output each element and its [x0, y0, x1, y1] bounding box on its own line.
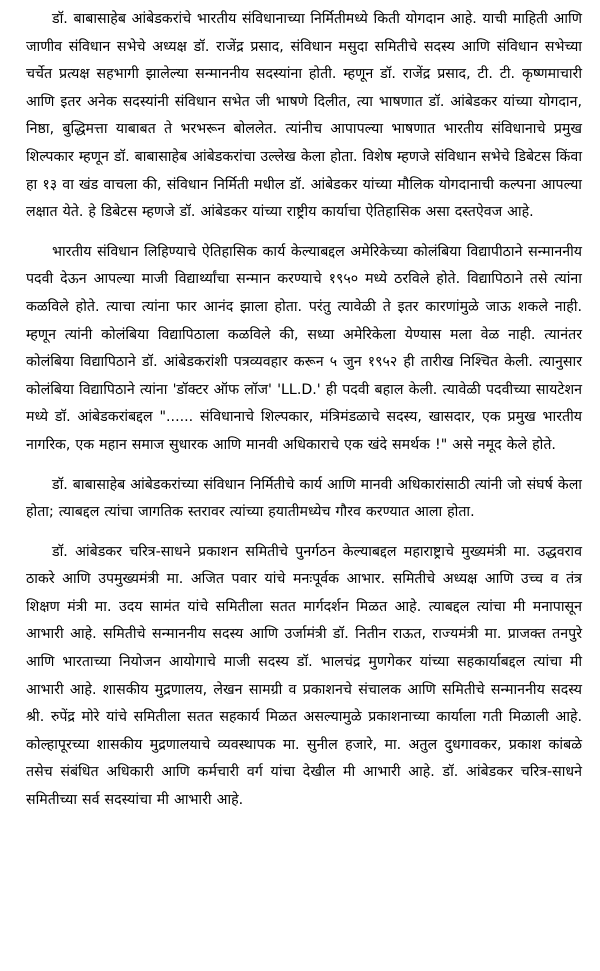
paragraph-columbia-honorary-degree: भारतीय संविधान लिहिण्याचे ऐतिहासिक कार्य केल्याबद्दल अमेरिकेच्या कोलंबिया विद्यापीठाने सन्माननीय पदवी देऊन आपल्या माजी विद्यार्थ्यांचा सन्मान करण्याचे १९५० मध्ये ठरविले होते. विद्यापिठाने तसे त्यांना कळविले होते. त्याचा त्यांना फार आनंद झाला होता. परंतु त्यावेळी ते इतर कारणांमुळे जाऊ शकले नाही. म्हणून त्यांनी कोलंबिया विद्यापिठाला कळविले की, सध्या अमेरिकेला येण्यास मला वेळ नाही. त्यानंतर कोलंबिया विद्यापिठाने डॉ. आंबेडकरांशी पत्रव्यवहार करून ५ जुन १९५२ ही तारीख निश्चित केली. त्यानुसार कोलंबिया विद्यापिठाने त्यांना 'डॉक्टर ऑफ लॉज' 'LL.D.' ही पदवी बहाल केली. त्यावेळी पदवीच्या सायटेशन मध्ये डॉ. आंबेडकरांबद्दल "...... संविधानाचे शिल्पकार, मंत्रिमंडळाचे सदस्य, खासदार, एक प्रमुख भारतीय नागरिक, एक महान समाज सुधारक आणि मानवी अधिकाराचे एक खंदे समर्थक !" असे नमूद केले होते. [26, 243, 582, 453]
paragraph-constitution-contribution: डॉ. बाबासाहेब आंबेडकरांचे भारतीय संविधानाच्या निर्मितीमध्ये किती योगदान आहे. याची माहिती आणि जाणीव संविधान सभेचे अध्यक्ष डॉ. राजेंद्र प्रसाद, संविधान मसुदा समितीचे सदस्य आणि संविधान सभेच्या चर्चेत प्रत्यक्ष सहभागी झालेल्या सन्माननीय सदस्यांना होती. म्हणून डॉ. राजेंद्र प्रसाद, टी. टी. कृष्णमाचारी आणि इतर अनेक सदस्यांनी संविधान सभेत जी भाषणे दिलीत, त्या भाषणात डॉ. आंबेडकर यांच्या योगदान, निष्ठा, बुद्धिमत्ता याबाबत ते भरभरून बोललेत. त्यांनीच आपापल्या भाषणात भारतीय संविधानाचे प्रमुख शिल्पकार म्हणून डॉ. बाबासाहेब आंबेडकरांचा उल्लेख केला होता. विशेष म्हणजे संविधान सभेचे डिबेटस किंवा हा १३ वा खंड वाचला की, संविधान निर्मिती मधील डॉ. आंबेडकर यांच्या मौलिक योगदानाची कल्पना आपल्या लक्षात येते. हे डिबेटस म्हणजे डॉ. आंबेडकर यांच्या राष्ट्रीय कार्याचा ऐतिहासिक असा दस्तऐवज आहे. [26, 11, 582, 221]
paragraph-acknowledgements: डॉ. आंबेडकर चरित्र-साधने प्रकाशन समितीचे पुनर्गठन केल्याबद्दल महाराष्ट्राचे मुख्यमंत्री मा. उद्धवराव ठाकरे आणि उपमुख्यमंत्री मा. अजित पवार यांचे मनःपूर्वक आभार. समितीचे अध्यक्ष आणि उच्च व तंत्र शिक्षण मंत्री मा. उदय सामंत यांचे समितीला सतत मार्गदर्शन मिळत आहे. त्याबद्दल त्यांचा मी मनापासून आभारी आहे. समितीचे सन्माननीय सदस्य आणि उर्जामंत्री डॉ. नितीन राऊत, राज्यमंत्री मा. प्राजक्त तनपुरे आणि भारताच्या नियोजन आयोगाचे माजी सदस्य डॉ. भालचंद्र मुणगेकर यांच्या सहकार्याबद्दल त्यांचा मी आभारी आहे. शासकीय मुद्रणालय, लेखन सामग्री व प्रकाशनचे संचालक आणि समितीचे सन्माननीय सदस्य श्री. रुपेंद्र मोरे यांचे समितीला सतत सहकार्य मिळत असल्यामुळे प्रकाशनाच्या कार्याला गती मिळाली आहे. कोल्हापूरच्या शासकीय मुद्रणालयाचे व्यवस्थापक मा. सुनील हजारे, मा. अतुल दुधगावकर, प्रकाश कांबळे तसेच संबंधित अधिकारी आणि कर्मचारी वर्ग यांचा देखील मी आभारी आहे. डॉ. आंबेडकर चरित्र-साधने समितीच्या सर्व सदस्यांचा मी आभारी आहे. [26, 543, 582, 809]
document-page [26, 6, 582, 815]
paragraph-global-recognition: डॉ. बाबासाहेब आंबेडकरांच्या संविधान निर्मितीचे कार्य आणि मानवी अधिकारांसाठी त्यांनी जो संघर्ष केला होता; त्याबद्दल त्यांचा जागतिक स्तरावर त्यांच्या हयातीमध्येच गौरव करण्यात आला होता. [26, 476, 582, 521]
